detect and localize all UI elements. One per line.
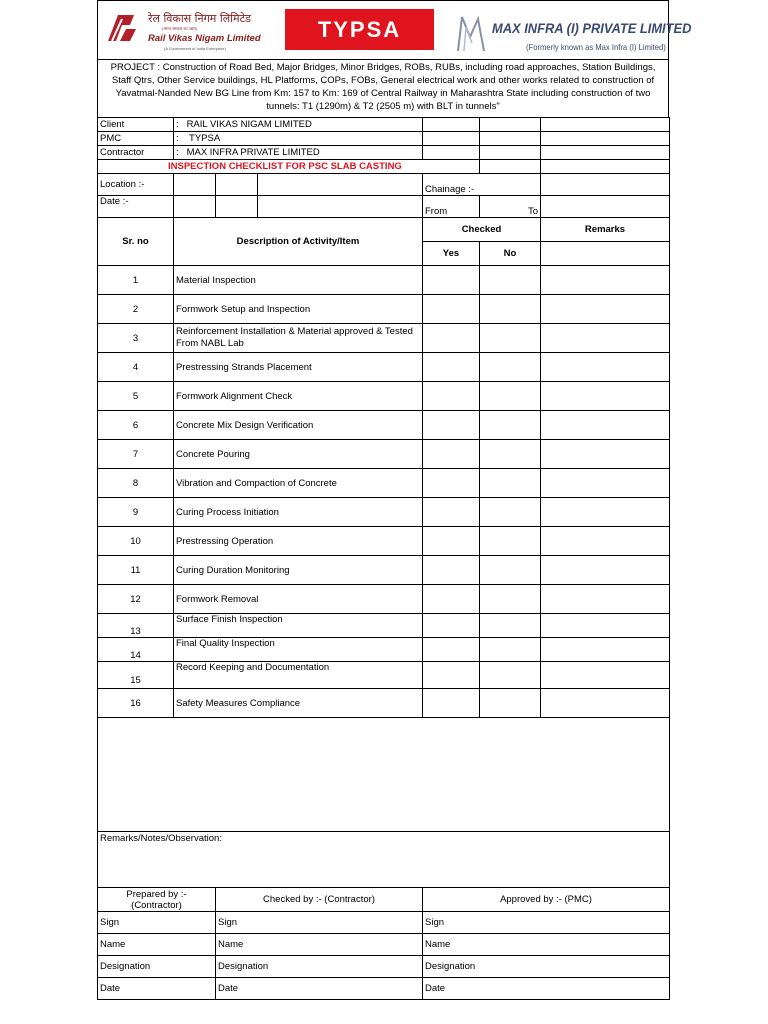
no-check-cell[interactable]: [480, 614, 541, 638]
rvnl-emblem-icon: [104, 11, 140, 45]
table-row: [98, 638, 670, 662]
yes-check-cell[interactable]: [423, 585, 480, 614]
party-label: Client: [98, 118, 174, 132]
from-label: From: [423, 196, 480, 218]
item-description: Formwork Removal: [174, 585, 423, 614]
party-label: PMC: [98, 132, 174, 146]
yes-check-cell[interactable]: [423, 689, 480, 718]
blank-cell: [480, 118, 541, 132]
item-description: Vibration and Compaction of Concrete: [174, 469, 423, 498]
yes-check-cell[interactable]: [423, 556, 480, 585]
yes-check-cell[interactable]: [423, 411, 480, 440]
srno-header: Sr. no: [98, 218, 174, 266]
no-check-cell[interactable]: [480, 266, 541, 295]
remarks-cell[interactable]: [541, 353, 670, 382]
item-srno: 3: [98, 324, 174, 353]
date-sign-row: [98, 978, 670, 1000]
date-label[interactable]: Date: [423, 978, 670, 1000]
no-check-cell[interactable]: [480, 324, 541, 353]
location-field[interactable]: [216, 174, 258, 196]
item-srno: 7: [98, 440, 174, 469]
table-row: [98, 353, 670, 382]
no-check-cell[interactable]: [480, 411, 541, 440]
item-description: Prestressing Operation: [174, 527, 423, 556]
item-srno: 9: [98, 498, 174, 527]
table-row: [98, 440, 670, 469]
item-description: Final Quality Inspection: [174, 638, 423, 662]
max-infra-logo: [456, 13, 692, 55]
no-check-cell[interactable]: [480, 556, 541, 585]
party-separator: :: [176, 133, 179, 144]
remarks-cell[interactable]: [541, 614, 670, 638]
table-row: [98, 614, 670, 638]
yes-check-cell[interactable]: [423, 440, 480, 469]
max-infra-name: MAX INFRA (I) PRIVATE LIMITED: [492, 20, 692, 36]
item-description: Reinforcement Installation & Material approved & Tested From NABL Lab: [174, 324, 423, 353]
blank-cell: [423, 118, 480, 132]
max-infra-former-name: (Formerly known as Max Infra (I) Limited): [526, 42, 666, 52]
remarks-notes-row: [98, 832, 670, 888]
yes-check-cell[interactable]: [423, 527, 480, 556]
date-label: Date :-: [98, 196, 174, 218]
item-description: Record Keeping and Documentation: [174, 662, 423, 689]
rvnl-english-name: Rail Vikas Nigam Limited: [148, 33, 261, 44]
remarks-cell[interactable]: [541, 469, 670, 498]
approved-by-header: Approved by :- (PMC): [423, 888, 670, 912]
remarks-cell[interactable]: [541, 324, 670, 353]
designation-label[interactable]: Designation: [216, 956, 423, 978]
blank-cell: [541, 118, 670, 132]
no-check-cell[interactable]: [480, 295, 541, 324]
table-row: [98, 411, 670, 440]
description-header: Description of Activity/Item: [174, 218, 423, 266]
blank-cell: [423, 132, 480, 146]
item-srno: 1: [98, 266, 174, 295]
remarks-cell[interactable]: [541, 527, 670, 556]
sign-label[interactable]: Sign: [423, 912, 670, 934]
blank-cell: [480, 132, 541, 146]
yes-check-cell[interactable]: [423, 614, 480, 638]
party-value: TYPSA: [186, 133, 221, 144]
yes-check-cell[interactable]: [423, 662, 480, 689]
yes-check-cell[interactable]: [423, 638, 480, 662]
party-separator: :: [176, 119, 179, 130]
date-field[interactable]: [258, 196, 423, 218]
item-description: Formwork Alignment Check: [174, 382, 423, 411]
party-value: MAX INFRA PRIVATE LIMITED: [186, 147, 320, 158]
checked-by-header: Checked by :- (Contractor): [216, 888, 423, 912]
remarks-cell[interactable]: [541, 689, 670, 718]
table-row: [98, 324, 670, 353]
blank-cell: [480, 146, 541, 160]
item-srno: 4: [98, 353, 174, 382]
typsa-logo: TYPSA: [285, 9, 434, 50]
remarks-cell[interactable]: [541, 638, 670, 662]
no-check-cell[interactable]: [480, 662, 541, 689]
location-field[interactable]: [258, 174, 423, 196]
rvnl-logo: [104, 9, 269, 49]
header-row: [98, 218, 670, 242]
chainage-label: Chainage :-: [423, 174, 541, 196]
table-row: [98, 689, 670, 718]
item-srno: 15: [98, 662, 174, 689]
project-description: PROJECT : Construction of Road Bed, Major Bridges, Minor Bridges, ROBs, RUBs, including road approaches, Station Buildings, Staff Qtrs, Other Service buildings, HL Platforms, COPs, FOBs, General electrical work and other works related to construction of Yavatmal-Nanded New BG Line from Km: 157 to Km: 169 of Central Railway in Maharashtra State including construction of two tunnels: T1 (1290m) & T2 (2505 m) with BLT in tunnels": [97, 59, 669, 117]
party-value: RAIL VIKAS NIGAM LIMITED: [186, 119, 312, 130]
location-label: Location :-: [98, 174, 174, 196]
yes-check-cell[interactable]: [423, 382, 480, 411]
designation-label[interactable]: Designation: [423, 956, 670, 978]
item-srno: 5: [98, 382, 174, 411]
remarks-cell[interactable]: [541, 556, 670, 585]
party-separator: :: [176, 147, 179, 158]
table-row: [98, 527, 670, 556]
rvnl-tagline: (A Government of India Enterprise): [164, 46, 226, 51]
yes-check-cell[interactable]: [423, 295, 480, 324]
no-check-cell[interactable]: [480, 638, 541, 662]
party-row-client: [98, 118, 670, 132]
sign-label[interactable]: Sign: [98, 912, 216, 934]
no-header: No: [480, 242, 541, 266]
blank-cell: [541, 132, 670, 146]
remarks-cell[interactable]: [541, 382, 670, 411]
item-description: Material Inspection: [174, 266, 423, 295]
location-row: [98, 174, 670, 196]
item-srno: 2: [98, 295, 174, 324]
item-description: Curing Process Initiation: [174, 498, 423, 527]
item-srno: 6: [98, 411, 174, 440]
name-label[interactable]: Name: [98, 934, 216, 956]
chainage-field[interactable]: [541, 174, 670, 196]
remarks-notes-label: Remarks/Notes/Observation:: [98, 832, 670, 888]
table-row: [98, 662, 670, 689]
yes-check-cell[interactable]: [423, 353, 480, 382]
sign-label[interactable]: Sign: [216, 912, 423, 934]
item-description: Formwork Setup and Inspection: [174, 295, 423, 324]
item-description: Prestressing Strands Placement: [174, 353, 423, 382]
remarks-cell[interactable]: [541, 295, 670, 324]
remarks-cell[interactable]: [541, 411, 670, 440]
item-description: Concrete Pouring: [174, 440, 423, 469]
date-field[interactable]: [174, 196, 216, 218]
item-srno: 10: [98, 527, 174, 556]
table-row: [98, 469, 670, 498]
name-row: [98, 934, 670, 956]
form-title: INSPECTION CHECKLIST FOR PSC SLAB CASTING: [98, 160, 480, 174]
table-row: [98, 266, 670, 295]
yes-check-cell[interactable]: [423, 469, 480, 498]
item-srno: 12: [98, 585, 174, 614]
signoff-header-row: [98, 888, 670, 912]
remarks-cell[interactable]: [541, 440, 670, 469]
yes-header: Yes: [423, 242, 480, 266]
designation-label[interactable]: Designation: [98, 956, 216, 978]
table-row: [98, 382, 670, 411]
sign-row: [98, 912, 670, 934]
item-srno: 14: [98, 638, 174, 662]
no-check-cell[interactable]: [480, 353, 541, 382]
name-label[interactable]: Name: [423, 934, 670, 956]
item-srno: 8: [98, 469, 174, 498]
no-check-cell[interactable]: [480, 498, 541, 527]
blank-cell: [541, 160, 670, 174]
blank-cell: [541, 242, 670, 266]
max-infra-m-icon: [456, 13, 492, 53]
title-row: [98, 160, 670, 174]
date-field[interactable]: [216, 196, 258, 218]
prepared-by-header: Prepared by :- (Contractor): [98, 888, 216, 912]
date-label[interactable]: Date: [98, 978, 216, 1000]
no-check-cell[interactable]: [480, 440, 541, 469]
no-check-cell[interactable]: [480, 689, 541, 718]
yes-check-cell[interactable]: [423, 324, 480, 353]
item-srno: 16: [98, 689, 174, 718]
logo-header: [97, 0, 692, 59]
item-srno: 11: [98, 556, 174, 585]
party-row-contractor: [98, 146, 670, 160]
table-row: [98, 556, 670, 585]
blank-cell: [423, 146, 480, 160]
table-row: [98, 585, 670, 614]
item-description: Surface Finish Inspection: [174, 614, 423, 638]
blank-notes-area[interactable]: [98, 718, 670, 832]
inspection-sheet: [97, 0, 692, 1000]
item-description: Safety Measures Compliance: [174, 689, 423, 718]
item-description: Curing Duration Monitoring: [174, 556, 423, 585]
blank-area-row: [98, 718, 670, 832]
date-row: [98, 196, 670, 218]
blank-cell: [480, 160, 541, 174]
remarks-cell[interactable]: [541, 662, 670, 689]
remarks-cell[interactable]: [541, 585, 670, 614]
table-row: [98, 498, 670, 527]
no-check-cell[interactable]: [480, 527, 541, 556]
yes-check-cell[interactable]: [423, 498, 480, 527]
remarks-cell[interactable]: [541, 498, 670, 527]
rvnl-hindi-name: रेल विकास निगम लिमिटेड: [148, 12, 252, 25]
to-label: To: [480, 196, 541, 218]
date-label[interactable]: Date: [216, 978, 423, 1000]
to-field[interactable]: [541, 196, 670, 218]
party-label: Contractor: [98, 146, 174, 160]
rvnl-hindi-sub: (भारत सरकार का उद्यम): [162, 26, 198, 31]
no-check-cell[interactable]: [480, 585, 541, 614]
location-field[interactable]: [174, 174, 216, 196]
designation-row: [98, 956, 670, 978]
remarks-cell[interactable]: [541, 266, 670, 295]
item-srno: 13: [98, 614, 174, 638]
name-label[interactable]: Name: [216, 934, 423, 956]
no-check-cell[interactable]: [480, 469, 541, 498]
table-row: [98, 295, 670, 324]
no-check-cell[interactable]: [480, 382, 541, 411]
checklist-table: [97, 117, 670, 1000]
remarks-header: Remarks: [541, 218, 670, 242]
checked-header: Checked: [423, 218, 541, 242]
blank-cell: [541, 146, 670, 160]
item-description: Concrete Mix Design Verification: [174, 411, 423, 440]
party-row-pmc: [98, 132, 670, 146]
yes-check-cell[interactable]: [423, 266, 480, 295]
